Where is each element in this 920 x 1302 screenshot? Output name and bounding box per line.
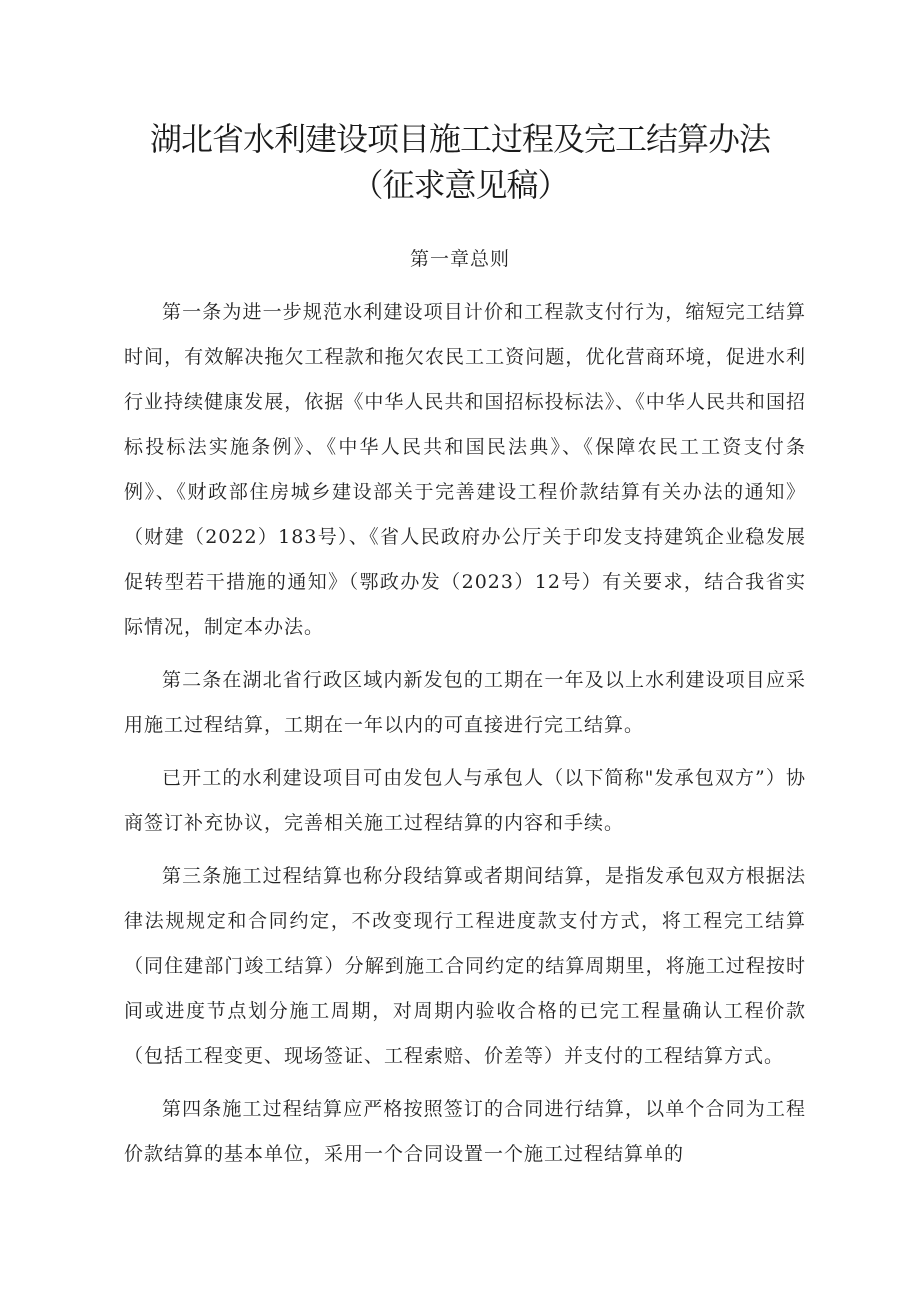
article-1	[124, 290, 806, 650]
article-3	[124, 854, 806, 1079]
article-1-text: 为进一步规范水利建设项目计价和工程款支付行为，缩短完工结算时间，有效解决拖欠工程款和拖欠农民工工资问题，优化营商环境，促进水利行业持续健康发展，依据《中华人民共和国招标投标法》、《中华人民共和国招标投标法实施条例》、《中华人民共和国民法典》、《保障农民工工资支付条例》、《财政部住房城乡建设部关于完善建设工程价款结算有关办法的通知》（财建（2022）183号）、《省人民政府办公厅关于印发支持建筑企业稳发展促转型若干措施的通知》（鄂政办发（2023）12号）有关要求，结合我省实际情况，制定本办法。	[124, 301, 806, 638]
article-4-text: 施工过程结算应严格按照签订的合同进行结算，以单个合同为工程价款结算的基本单位，采用一个合同设置一个施工过程结算单的	[124, 1098, 806, 1165]
chapter-heading: 第一章总则	[409, 248, 510, 270]
article-2-paragraph-2	[124, 756, 806, 846]
article-4	[124, 1087, 806, 1177]
document-title: 湖北省水利建设项目施工过程及完工结算办法	[149, 120, 770, 158]
article-3-text: 施工过程结算也称分段结算或者期间结算，是指发承包双方根据法律法规规定和合同约定，不改变现行工程进度款支付方式，将工程完工结算（同住建部门竣工结算）分解到施工合同约定的结算周期里，将施工过程按时间或进度节点划分施工周期，对周期内验收合格的已完工程量确认工程价款（包括工程变更、现场签证、工程索赔、价差等）并支付的工程结算方式。	[124, 865, 806, 1067]
article-2	[124, 658, 806, 748]
article-4-lead: 第四条	[162, 1098, 223, 1120]
document-subtitle: （征求意见稿）	[351, 166, 569, 204]
article-2-paragraph-2-text: 已开工的水利建设项目可由发包人与承包人（以下简称"发承包双方”）协商签订补充协议，完善相关施工过程结算的内容和手续。	[124, 767, 806, 834]
article-3-lead: 第三条	[162, 865, 223, 887]
article-1-lead: 第一条	[162, 301, 223, 323]
document-body	[124, 290, 806, 1177]
article-2-text: 在湖北省行政区域内新发包的工期在一年及以上水利建设项目应采用施工过程结算，工期在一年以内的可直接进行完工结算。	[124, 669, 806, 736]
article-2-lead: 第二条	[162, 669, 223, 691]
